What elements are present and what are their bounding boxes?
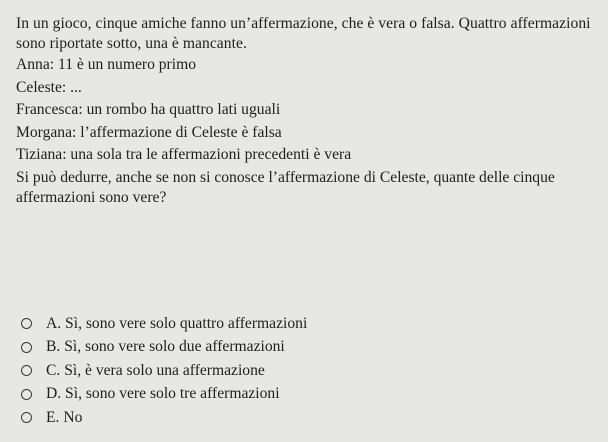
question-intro: In un gioco, cinque amiche fanno un’affermazione, che è vera o falsa. Quattro affermazioni sono riportate sotto, una è mancante.	[16, 15, 591, 52]
statement-morgana: Morgana: l’affermazione di Celeste è falsa	[16, 123, 282, 141]
statement-list	[16, 54, 594, 167]
radio-button-icon[interactable]	[21, 318, 32, 329]
statement-francesca: Francesca: un rombo ha quattro lati uguali	[16, 101, 281, 118]
option-label: E. No	[46, 408, 83, 426]
option-d[interactable]	[21, 383, 307, 407]
radio-button-icon[interactable]	[21, 365, 32, 376]
answer-options	[21, 312, 307, 430]
radio-button-icon[interactable]	[21, 342, 32, 353]
radio-button-icon[interactable]	[21, 412, 32, 423]
option-a[interactable]	[21, 312, 307, 336]
radio-button-icon[interactable]	[21, 389, 32, 400]
statement-tiziana: Tiziana: una sola tra le affermazioni precedenti è vera	[16, 146, 352, 163]
option-c[interactable]	[21, 359, 307, 383]
option-label: A. Sì, sono vere solo quattro affermazioni	[46, 314, 308, 332]
option-label: D. Sì, sono vere solo tre affermazioni	[46, 385, 280, 403]
option-label: C. Sì, è vera solo una affermazione	[46, 361, 265, 379]
option-b[interactable]	[21, 336, 307, 360]
statement-celeste: Celeste: ...	[16, 78, 82, 96]
statement-anna: Anna: 11 è un numero primo	[16, 56, 197, 73]
option-e[interactable]	[21, 406, 307, 430]
question-prompt: Si può dedurre, anche se non si conosce l’affermazione di Celeste, quante delle cinque affermazioni sono vere?	[16, 168, 555, 206]
option-label: B. Sì, sono vere solo due affermazioni	[46, 338, 285, 356]
